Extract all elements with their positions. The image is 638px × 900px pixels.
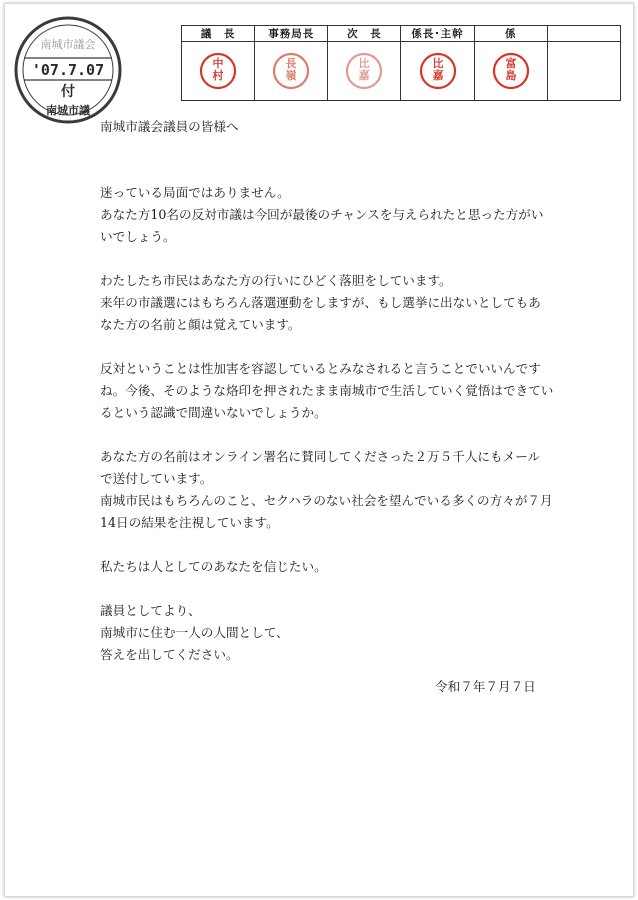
letter-date: 令和７年７月７日	[435, 679, 536, 694]
text-line: 迷っている局面ではありません。	[100, 185, 290, 200]
seal-character: 中	[212, 57, 224, 70]
personal-seal	[198, 51, 238, 91]
seal-character: 富	[505, 57, 517, 70]
svg-text:'07.7.07: '07.7.07	[31, 61, 105, 79]
text-line: 私たちは人としてのあなたを信じたい。	[100, 559, 327, 574]
seal-character: 長	[285, 57, 297, 70]
text-line: で送付しています。	[100, 471, 213, 486]
letter-paragraph	[100, 600, 540, 666]
seal-character: 嘉	[432, 69, 444, 82]
svg-text:南城市議: 南城市議	[46, 104, 90, 117]
personal-seal	[344, 51, 384, 91]
text-line: あなた方の名前はオンライン署名に賛同してくださった２万５千人にもメール	[100, 449, 541, 464]
letter-paragraph	[100, 446, 553, 534]
letter-paragraphs	[100, 182, 554, 666]
text-line: 来年の市議選にはもちろん落選運動をしますが、もし選挙に出ないとしてもあ	[100, 295, 541, 310]
seal-character: 嶺	[285, 69, 297, 82]
letter-paragraph	[100, 270, 540, 336]
text-line: 答えを出してください。	[100, 647, 239, 662]
header-blank	[547, 26, 620, 42]
letter-body	[100, 116, 554, 688]
text-line: 14日の結果を注視しています。	[100, 515, 279, 530]
reception-date-stamp	[12, 14, 124, 126]
approval-header-row	[182, 26, 621, 42]
header-section-chief: 係長･主幹	[401, 26, 474, 42]
header-secretary-general: 事務局長	[255, 26, 328, 42]
svg-text:南城市議会: 南城市議会	[40, 38, 96, 51]
text-line: 南城市に住む一人の人間として、	[100, 625, 289, 640]
text-line: あなた方10名の反対市議は今回が最後のチャンスを与えられたと思った方がい	[100, 207, 544, 222]
seal-cell	[255, 42, 328, 101]
header-staff: 係	[474, 26, 547, 42]
addressee: 南城市議会議員の皆様へ	[100, 119, 239, 134]
text-line: 反対ということは性加害を容認しているとみなされると言うことでいいんです	[100, 361, 541, 376]
approval-seal-row	[182, 42, 621, 101]
text-line: 南城市民はもちろんのこと、セクハラのない社会を望んでいる多くの方々が７月	[100, 493, 553, 508]
text-line: ね。今後、そのような烙印を押されたまま南城市で生活していく覚悟はできてい	[100, 383, 554, 398]
seal-cell	[401, 42, 474, 101]
seal-character: 島	[505, 69, 517, 82]
approval-stamp-table	[181, 25, 621, 101]
text-line: わたしたち市民はあなた方の行いにひどく落胆をしています。	[100, 273, 452, 288]
personal-seal	[271, 51, 311, 91]
text-line: るという認識で間違いないでしょうか。	[100, 405, 327, 420]
seal-character: 嘉	[358, 69, 370, 82]
header-chairman: 議 長	[182, 26, 255, 42]
seal-character: 比	[358, 57, 370, 70]
letter-paragraph	[100, 182, 544, 248]
svg-text:付: 付	[61, 84, 75, 100]
letter-paragraph	[100, 358, 554, 424]
personal-seal	[491, 51, 531, 91]
text-line: 議員としてより、	[100, 603, 201, 618]
seal-cell-empty	[547, 42, 620, 101]
header-deputy: 次 長	[328, 26, 401, 42]
personal-seal	[418, 51, 458, 91]
seal-cell	[474, 42, 547, 101]
seal-character: 比	[432, 57, 444, 70]
text-line: いでしょう。	[100, 229, 176, 244]
seal-cell	[328, 42, 401, 101]
seal-character: 村	[212, 69, 224, 82]
letter-paragraph	[100, 556, 540, 578]
seal-cell	[182, 42, 255, 101]
text-line: なた方の名前と顔は覚えています。	[100, 317, 301, 332]
